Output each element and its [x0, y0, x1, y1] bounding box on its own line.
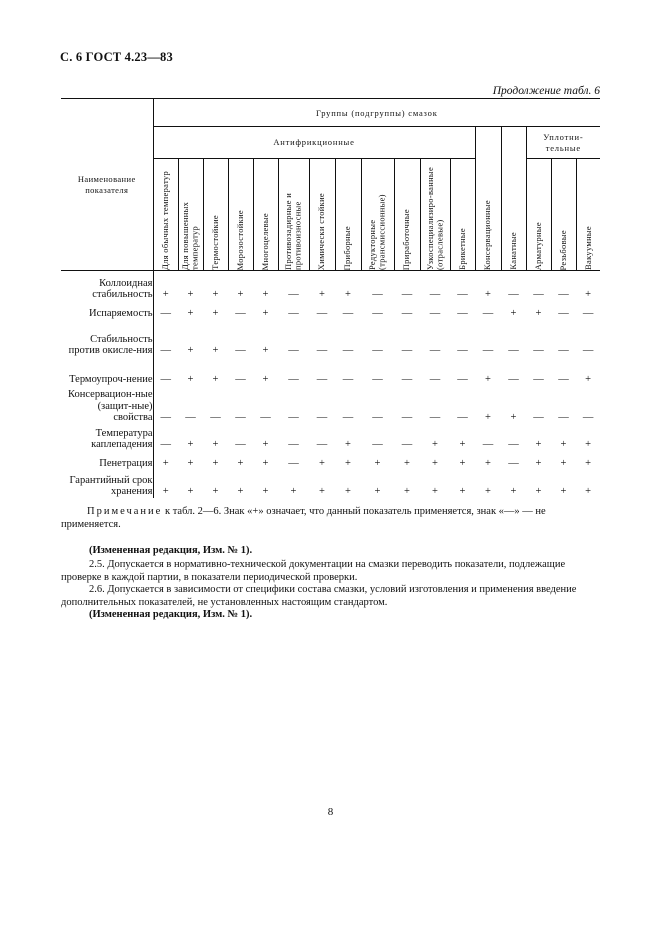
row-name: Коллоидная стабильность: [61, 271, 153, 301]
table-cell: —: [160, 345, 171, 356]
table-cell: +: [535, 486, 542, 497]
table-cell: +: [290, 486, 297, 497]
table-cell: +: [162, 458, 169, 469]
table-cell: +: [485, 289, 491, 300]
table-cell: +: [459, 486, 466, 497]
table-cell: +: [485, 374, 491, 385]
table-cell: —: [457, 412, 468, 423]
table-row: [61, 451, 600, 470]
table-cell: +: [187, 289, 194, 300]
table-cell: —: [235, 308, 246, 319]
table-cell: —: [582, 345, 594, 356]
table-row: [61, 424, 600, 451]
col-header-11: Узкоспециализиро-ванные (отраслевые): [420, 159, 450, 271]
table-cell: +: [262, 345, 269, 356]
col-header-9: Редукторные (трансмиссионные): [361, 159, 394, 271]
table-cell: —: [457, 308, 468, 319]
table-cell: —: [401, 374, 413, 385]
table-cell: +: [585, 289, 592, 300]
note-label: Примечание: [87, 506, 163, 517]
col-header-15: Арматурные: [526, 159, 551, 271]
antifriction-header: Антифрикционные: [153, 127, 475, 159]
table-cell: —: [401, 412, 413, 423]
table-cell: +: [374, 458, 381, 469]
table-cell: +: [345, 439, 351, 450]
sealing-header: Уплотни-тельные: [526, 127, 600, 159]
table-cell: +: [485, 412, 491, 423]
table-cell: +: [585, 439, 592, 450]
table-cell: —: [508, 289, 519, 300]
table-cell: +: [560, 458, 567, 469]
col-header-5: Многоцелевые: [253, 159, 278, 271]
table-cell: —: [288, 374, 299, 385]
col-header-2: Для повышенных температур: [178, 159, 203, 271]
table-cell: +: [345, 289, 351, 300]
row-name: Консервацион-ные (защит-ные) свойства: [61, 386, 153, 424]
table-cell: +: [535, 458, 542, 469]
row-name: Испаряемость: [61, 301, 153, 320]
table-cell: —: [160, 308, 171, 319]
col-header-13: Консервационные: [475, 127, 501, 271]
table-cell: —: [401, 308, 413, 319]
groups-header: Группы (подгруппы) смазок: [153, 99, 600, 127]
table-cell: —: [558, 374, 569, 385]
table-cell: +: [212, 486, 219, 497]
table-cell: +: [212, 345, 219, 356]
table-cell: +: [319, 289, 325, 300]
col-header-12: Брикетные: [450, 159, 475, 271]
table-cell: —: [429, 374, 441, 385]
table-cell: +: [510, 308, 517, 319]
table-cell: —: [558, 412, 569, 423]
table-cell: —: [372, 439, 383, 450]
table-cell: +: [404, 458, 410, 469]
table-cell: +: [560, 486, 567, 497]
page-header: С. 6 ГОСТ 4.23—83: [60, 50, 173, 64]
table-cell: —: [429, 289, 441, 300]
amendment-note-2: (Измененная редакция, Изм. № 1).: [89, 609, 253, 620]
table-cell: —: [429, 345, 441, 356]
table-cell: +: [187, 374, 194, 385]
table-cell: —: [508, 439, 519, 450]
table-cell: —: [288, 289, 299, 300]
table-cell: —: [316, 345, 328, 356]
table-cell: +: [432, 439, 438, 450]
table-cell: —: [288, 412, 299, 423]
table-cell: +: [374, 486, 381, 497]
table-cell: —: [457, 374, 468, 385]
page-number: 8: [327, 806, 334, 818]
table-cell: —: [316, 308, 328, 319]
table-cell: —: [558, 308, 569, 319]
table-cell: —: [582, 412, 594, 423]
table-cell: +: [212, 439, 219, 450]
col-header-1: Для обычных температур: [153, 159, 178, 271]
table-cell: —: [482, 345, 494, 356]
table-cell: —: [235, 439, 246, 450]
table-cell: +: [212, 308, 219, 319]
table-cell: +: [535, 308, 542, 319]
table-cell: +: [345, 458, 351, 469]
col-header-4: Морозостойкие: [228, 159, 253, 271]
table-cell: —: [210, 412, 221, 423]
col-header-17: Вакуумные: [576, 159, 600, 271]
table-cell: +: [319, 486, 325, 497]
table-row: [61, 320, 600, 357]
table-cell: —: [401, 439, 413, 450]
table-cell: +: [237, 486, 244, 497]
row-name: Стабильность против окисле-ния: [61, 320, 153, 357]
table-cell: —: [288, 345, 299, 356]
table-cell: —: [457, 289, 468, 300]
table-cell: —: [235, 345, 246, 356]
table-cell: +: [187, 486, 194, 497]
table-row: [61, 357, 600, 386]
table-cell: —: [235, 374, 246, 385]
table-cell: —: [160, 412, 171, 423]
table-cell: —: [533, 289, 544, 300]
amendment-note-1: (Измененная редакция, Изм. № 1).: [89, 545, 253, 556]
table-cell: —: [482, 439, 494, 450]
table-cell: —: [558, 289, 569, 300]
table-cell: —: [508, 458, 519, 469]
row-name: Температура каплепадения: [61, 424, 153, 451]
table-cell: +: [585, 458, 592, 469]
table-cell: —: [401, 345, 413, 356]
table-row: [61, 301, 600, 320]
table-row: [61, 386, 600, 424]
col-header-6: Противозадирные и противоизносные: [278, 159, 309, 271]
table-cell: +: [162, 289, 169, 300]
table-cell: +: [345, 486, 351, 497]
table-cell: —: [372, 289, 383, 300]
table-cell: —: [342, 374, 354, 385]
table-cell: +: [510, 412, 517, 423]
table-cell: —: [260, 412, 271, 423]
table-cell: —: [316, 412, 328, 423]
table-cell: —: [558, 345, 569, 356]
table-body: [61, 271, 600, 498]
table-cell: —: [160, 374, 171, 385]
table-cell: +: [585, 486, 592, 497]
table-cell: —: [288, 439, 299, 450]
table-cell: —: [372, 345, 383, 356]
table-cell: +: [459, 458, 466, 469]
table-cell: —: [401, 289, 413, 300]
table-continuation-label: Продолжение табл. 6: [492, 85, 600, 97]
table-cell: —: [316, 374, 328, 385]
table-cell: —: [429, 308, 441, 319]
table-cell: —: [533, 345, 544, 356]
table-cell: +: [560, 439, 567, 450]
table-cell: —: [235, 412, 246, 423]
table-cell: +: [212, 458, 219, 469]
indicator-name-header: Наименование показателя: [61, 99, 153, 271]
col-header-16: Резьбовые: [551, 159, 576, 271]
table-cell: +: [510, 486, 517, 497]
table-cell: +: [262, 458, 269, 469]
table-cell: +: [535, 439, 542, 450]
table-cell: —: [185, 412, 196, 423]
clause-2-5: 2.5. Допускается в нормативно-технической документации на смазки переводить показатели, подлежащие проверке в каждой партии, в показатели периодической проверки.: [61, 559, 566, 583]
table-cell: +: [404, 486, 410, 497]
table-cell: +: [319, 458, 325, 469]
table-note: [61, 505, 601, 531]
col-header-3: Термостойкие: [203, 159, 228, 271]
table-cell: —: [372, 374, 383, 385]
table-cell: —: [482, 308, 494, 319]
row-name: Пенетрация: [61, 451, 153, 470]
table-cell: —: [533, 412, 544, 423]
table-cell: +: [262, 308, 269, 319]
table-cell: +: [237, 458, 244, 469]
table-cell: —: [342, 308, 354, 319]
table-cell: —: [533, 374, 544, 385]
table-cell: —: [316, 439, 328, 450]
row-name: Термоупроч-нение: [61, 357, 153, 386]
table-cell: +: [485, 458, 491, 469]
table-cell: +: [262, 439, 269, 450]
col-header-8: Приборные: [335, 159, 361, 271]
table-cell: —: [160, 439, 171, 450]
table-cell: —: [342, 412, 354, 423]
table-cell: +: [485, 486, 491, 497]
clause-2-6: 2.6. Допускается в зависимости от специфики состава смазки, условий изготовления и применения введение дополнительных показателей, не установленных настоящим стандартом.: [61, 584, 577, 608]
table-cell: +: [187, 458, 194, 469]
table-cell: +: [459, 439, 466, 450]
table-cell: —: [288, 308, 299, 319]
table-cell: +: [187, 439, 194, 450]
table-cell: —: [508, 345, 519, 356]
table-cell: +: [432, 486, 438, 497]
table-cell: —: [429, 412, 441, 423]
table-cell: +: [187, 308, 194, 319]
row-name: Гарантийный срок хранения: [61, 470, 153, 498]
col-header-7: Химически стойкие: [309, 159, 335, 271]
table-cell: —: [372, 308, 383, 319]
table-cell: +: [262, 486, 269, 497]
table-cell: —: [457, 345, 468, 356]
table-cell: +: [432, 458, 438, 469]
table-cell: —: [372, 412, 383, 423]
table-cell: +: [212, 289, 219, 300]
table-cell: +: [585, 374, 592, 385]
table-cell: +: [212, 374, 219, 385]
table-cell: +: [262, 289, 269, 300]
table-cell: +: [187, 345, 194, 356]
table-cell: —: [508, 374, 519, 385]
note-text: к табл. 2—6. Знак «+» означает, что данный показатель применяется, знак «—» — не применяется.: [61, 506, 546, 530]
col-header-10: Приработочные: [394, 159, 420, 271]
table-cell: —: [288, 458, 299, 469]
table-cell: +: [262, 374, 269, 385]
table-row: [61, 470, 600, 498]
col-header-14: Канатные: [501, 127, 526, 271]
table-cell: +: [237, 289, 244, 300]
table-row: [61, 271, 600, 301]
table-cell: +: [162, 486, 169, 497]
table-cell: —: [342, 345, 354, 356]
table-cell: —: [582, 308, 594, 319]
lubricant-indicators-table: [61, 98, 600, 498]
